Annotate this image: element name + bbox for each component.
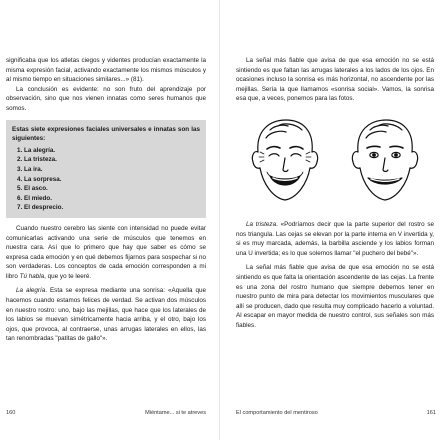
paragraph: La conclusión es evidente: no son fruto del aprendizaje por observación, sino que nos vienen innatas como seres humanos que somos. [6, 85, 206, 112]
emotion-lead: La tristeza [246, 220, 277, 228]
page-number: 160 [6, 410, 16, 416]
paragraph [6, 286, 206, 344]
paragraph-text: . Esta se expresa mediante una sonrisa: «Aquella que hacemos cuando estamos felices de verdad. Se activan dos músculos en nuestro rostro: uno, bajo las mejillas, que hace que los laterales de los labios se muevan simétricamente hacia arriba, y el otro, bajo los ojos, que provoca, al contraerse, unas arrugas laterales en ellos, las tan renombradas "patitas de gallo"». [6, 287, 206, 343]
right-page [220, 0, 440, 440]
paragraph [236, 220, 434, 258]
face-social-smile-illustration [340, 112, 430, 210]
list-item: 6. El miedo. [24, 194, 200, 204]
list-item: 5. El asco. [24, 184, 200, 194]
page-gutter [219, 0, 220, 440]
emotions-list [12, 146, 200, 213]
page-footer [236, 410, 436, 416]
paragraph: La señal más fiable que avisa de que esa emoción no se está sintiendo es que faltan las arrugas laterales a los lados de los ojos. En ocasiones incluso la sonrisa es más horizontal, no ascendente por las mejillas. Sería la que llamamos «sonrisa social». Vamos, la sonrisa esa que, a veces, ponemos para las fotos. [236, 57, 434, 103]
list-item: 2. La tristeza. [24, 155, 200, 165]
list-item: 1. La alegría. [24, 146, 200, 156]
page-number: 161 [426, 410, 436, 416]
paragraph: La señal más fiable que avisa de que esa emoción no se está sintiendo es que falta la orientación ascendente de las cejas. La frente es una zona del rostro humano que siempre debemos tener en nuestro punto de mira para detectar los movimientos musculares que allí se producen, dado que resulta muy complicado hacerlo a voluntad. Al escapar en mayor medida de nuestro control, sus señales son más fiables. [236, 264, 434, 329]
paragraph-text: , que yo te leeré. [44, 272, 92, 280]
faces-illustration [240, 112, 430, 210]
book-title: Tú habla [19, 272, 45, 280]
list-item: 4. La sorpresa. [24, 175, 200, 185]
running-title: Miéntame... si te atreves [145, 410, 206, 416]
box-title: Estas siete expresiones faciales universales e innatas son las siguientes: [12, 125, 200, 143]
paragraph-text: . «Podríamos decir que la parte superior del rostro se nos triangula. Las cejas se elevan por la parte interna en V invertida y, si es muy marcada, además, la barbilla asciende y los labios forman una U invertida; es lo que solemos llamar "el puchero del bebé"». [236, 220, 434, 257]
face-genuine-smile-illustration [240, 112, 330, 210]
paragraph-text: Cuando nuestro cerebro las siente con intensidad no puede evitar comunicarlas activando una serie de músculos que tenemos en nuestra cara. Así que lo primero que hay que saber es cómo se expresa cada emoción y en qué debemos fijarnos para sospechar si no son verdaderas. Los conceptos de cada emoción corresponden a mi libro [6, 224, 206, 280]
page-footer [6, 410, 206, 416]
emotion-lead: La alegría [16, 287, 46, 295]
list-item: 3. La ira. [24, 165, 200, 175]
emotions-box [6, 120, 206, 218]
paragraph: significaba que los atletas ciegos y videntes producían exactamente la misma expresión facial, activando exactamente los mismos músculos y al mismo tiempo en situaciones similares...» (81). [6, 57, 206, 84]
running-title: El comportamiento del mentiroso [236, 410, 318, 416]
list-item: 7. El desprecio. [24, 203, 200, 213]
paragraph [6, 224, 206, 282]
